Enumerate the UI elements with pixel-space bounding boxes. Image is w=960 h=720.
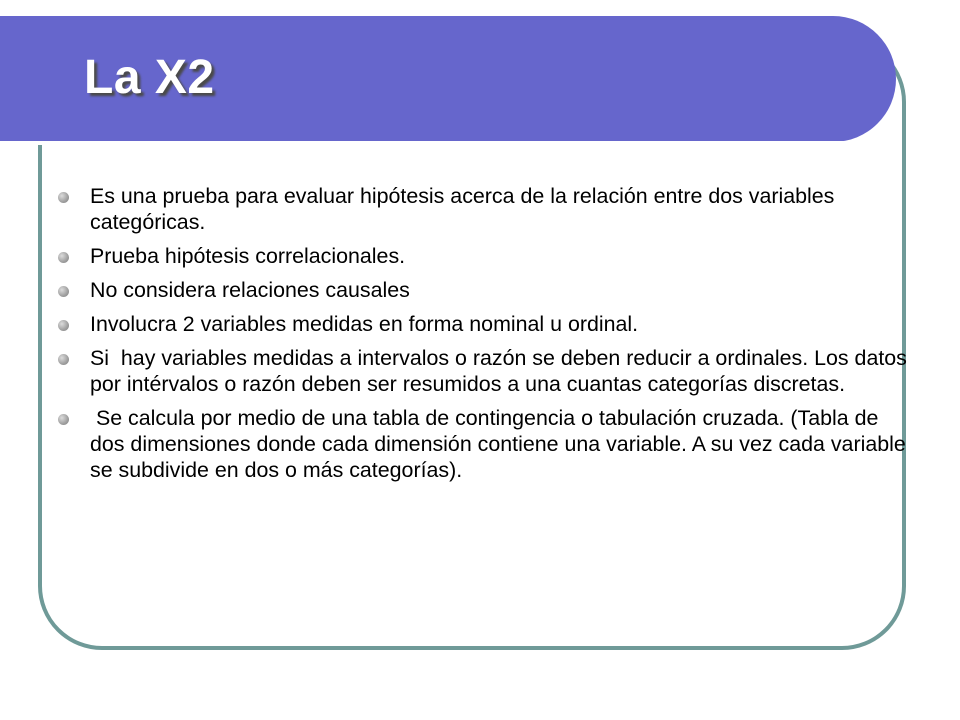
bullet-item <box>58 311 910 337</box>
bullet-text: Se calcula por medio de una tabla de contingencia o tabulación cruzada. (Tabla de dos dimensiones donde cada dimensión contiene una variable. A su vez cada variable se subdivide en dos o más categorías). <box>90 406 912 482</box>
bullet-text: Es una prueba para evaluar hipótesis acerca de la relación entre dos variables categóricas. <box>90 184 841 234</box>
bullet-text: Involucra 2 variables medidas en forma nominal u ordinal. <box>90 312 639 336</box>
bullet-dot-icon <box>58 320 69 331</box>
slide-title: La X2 <box>84 51 215 104</box>
bullet-item <box>58 277 910 303</box>
bullet-item <box>58 345 913 397</box>
bullet-dot-icon <box>58 252 69 263</box>
bullet-item <box>58 183 910 235</box>
bullet-text: Si hay variables medidas a intervalos o razón se deben reducir a ordinales. Los datos por intérvalos o razón deben ser resumidos a una cuantas categorías discretas. <box>90 346 913 396</box>
bullet-item <box>58 405 910 483</box>
bullet-item <box>58 243 910 269</box>
bullet-list <box>58 183 913 491</box>
bullet-dot-icon <box>58 286 69 297</box>
title-underline <box>0 141 848 145</box>
bullet-dot-icon <box>58 414 69 425</box>
bullet-dot-icon <box>58 354 69 365</box>
bullet-dot-icon <box>58 192 69 203</box>
bullet-text: No considera relaciones causales <box>90 278 410 302</box>
bullet-text: Prueba hipótesis correlacionales. <box>90 244 406 268</box>
